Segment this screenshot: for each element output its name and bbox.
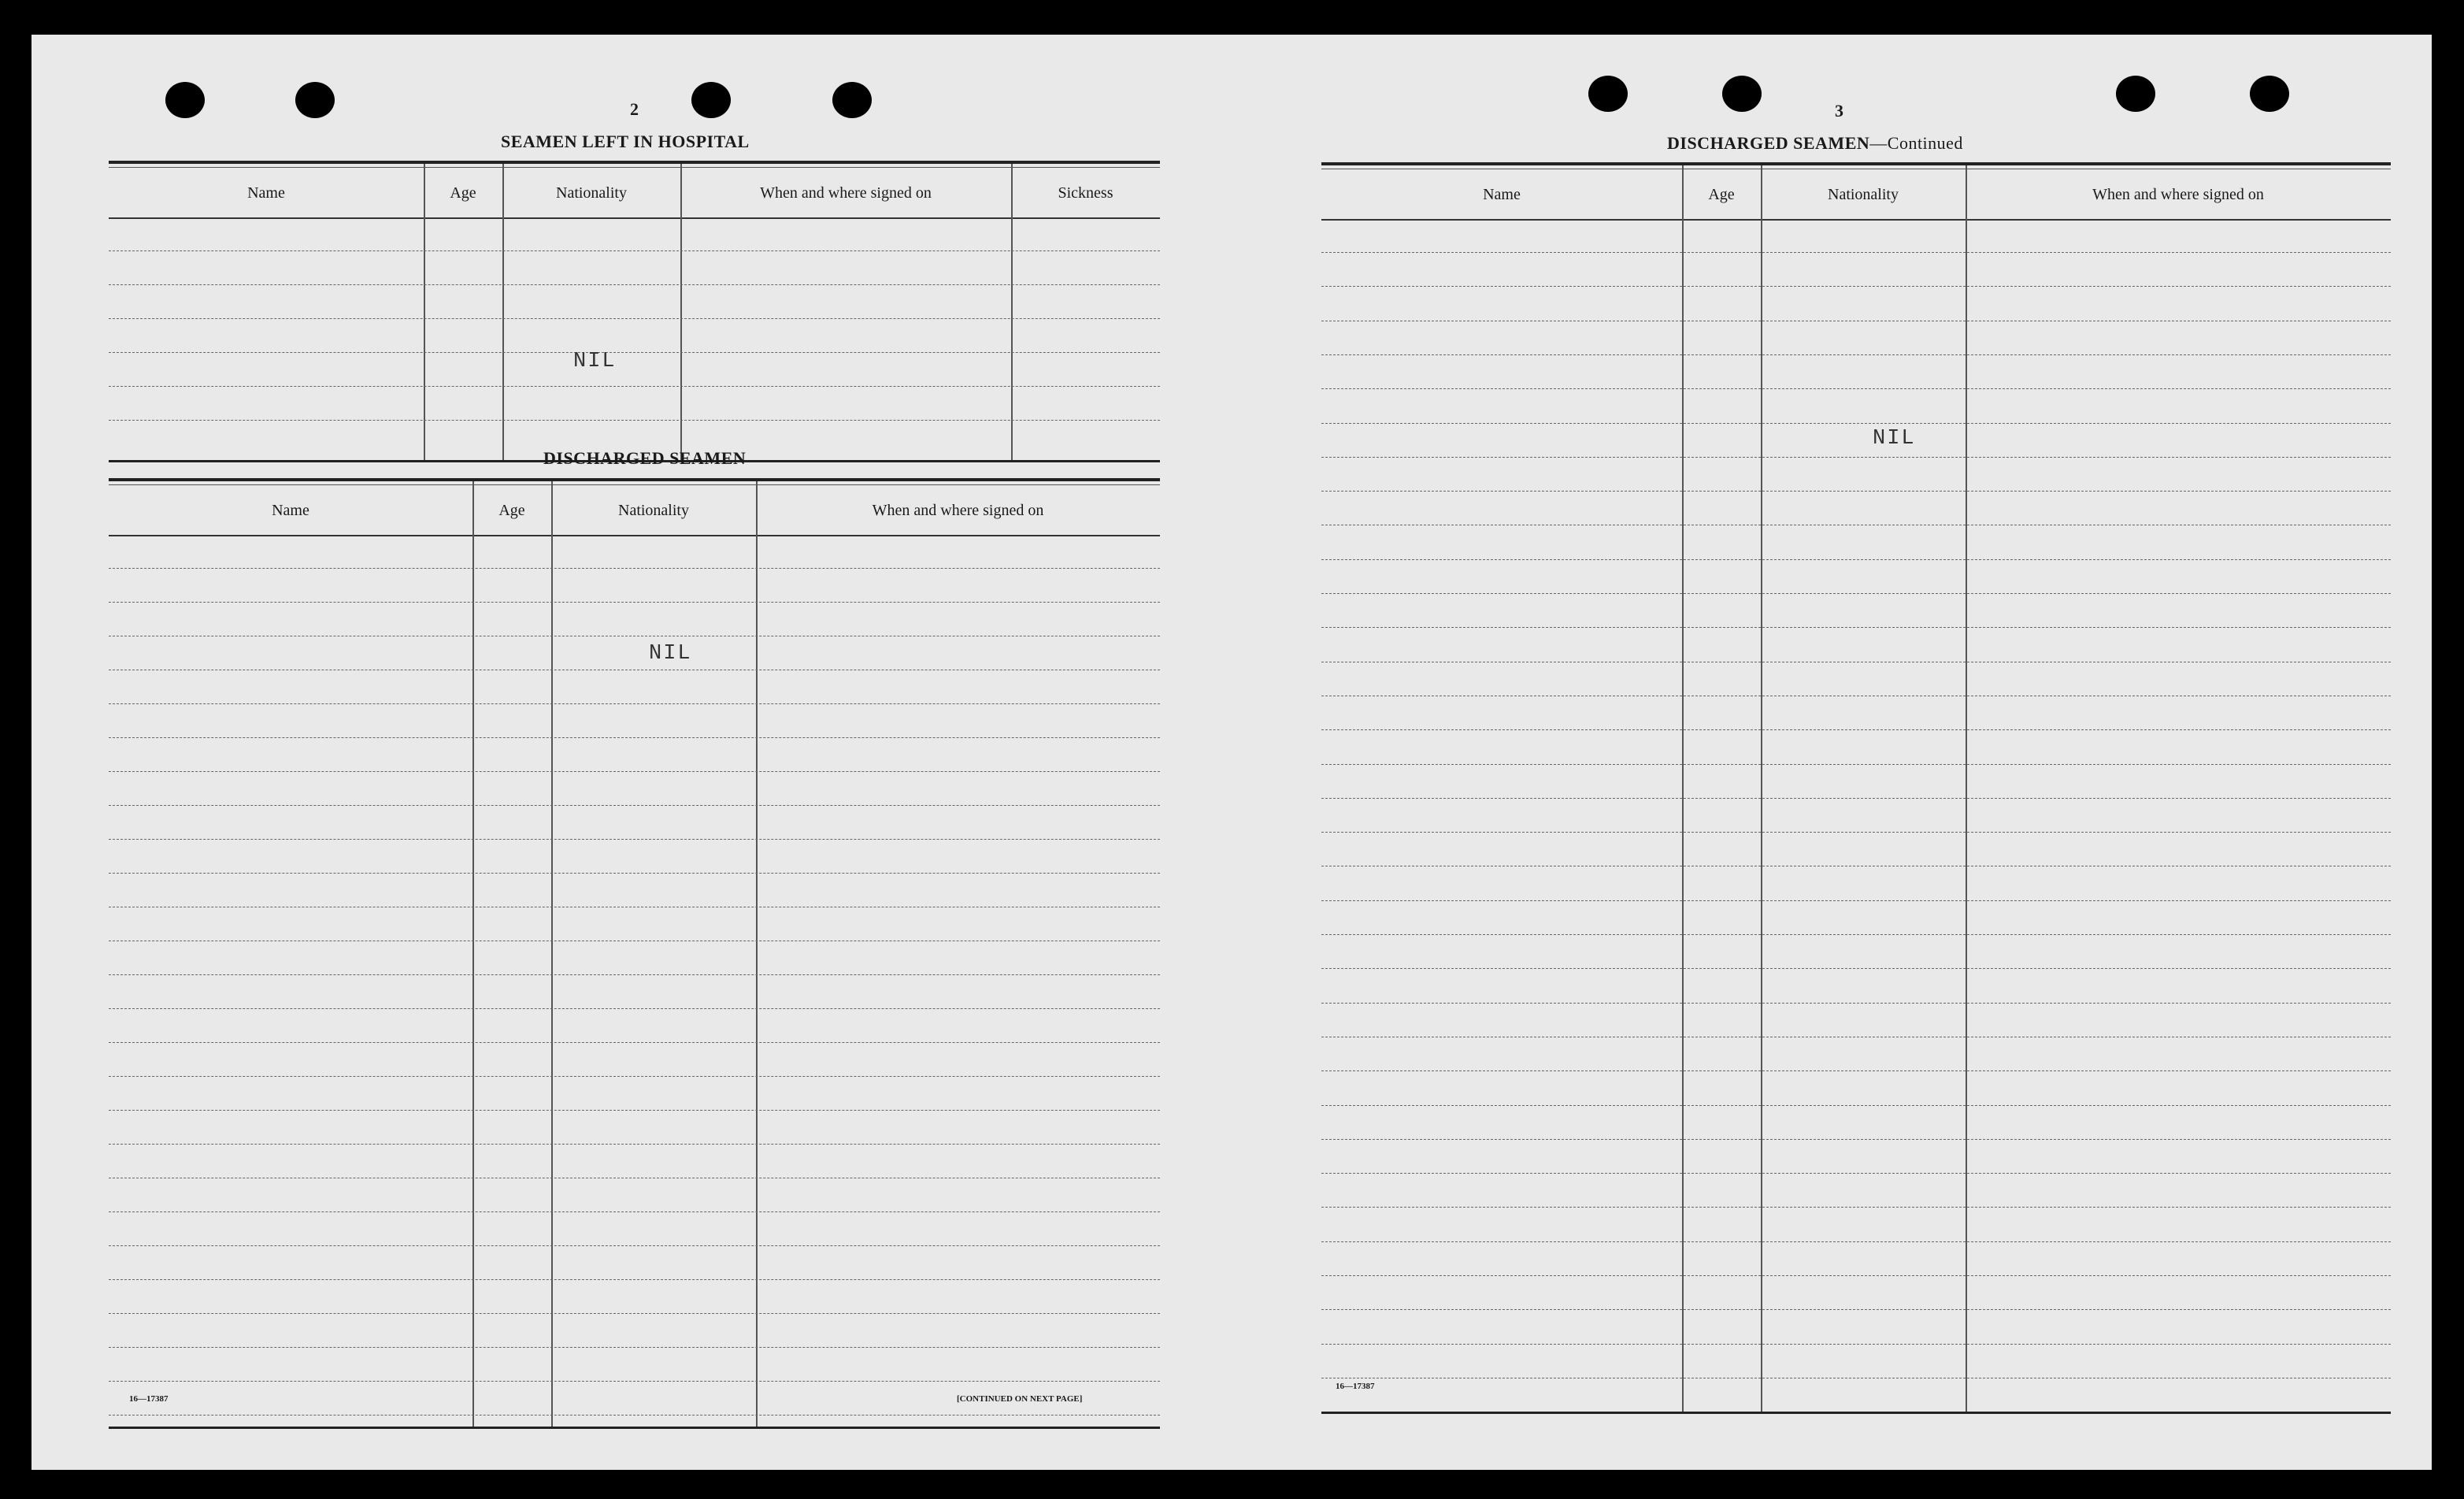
- col-header-age: Age: [498, 501, 525, 519]
- page-number: 2: [630, 99, 639, 119]
- table-row: [109, 602, 1160, 603]
- hospital-table: [109, 161, 1160, 462]
- table-row: [1321, 627, 2391, 628]
- table-row: [109, 703, 1160, 704]
- column-divider: [1761, 165, 1762, 1412]
- punch-hole: [1588, 76, 1628, 112]
- column-divider: [756, 481, 758, 1427]
- col-header-nationality: Nationality: [1828, 185, 1899, 203]
- section-title-hospital: SEAMEN LEFT IN HOSPITAL: [501, 132, 750, 151]
- table-row: [109, 1347, 1160, 1348]
- table-row: [1321, 1070, 2391, 1071]
- punch-hole: [1722, 76, 1762, 112]
- table-row: [1321, 764, 2391, 765]
- col-header-sickness: Sickness: [1058, 184, 1113, 202]
- table-row: [1321, 1105, 2391, 1106]
- col-header-age: Age: [450, 184, 476, 202]
- col-header-name: Name: [247, 184, 285, 202]
- table-row: [109, 1211, 1160, 1212]
- table-row: [109, 737, 1160, 738]
- punch-hole: [295, 82, 335, 118]
- column-divider: [1966, 165, 1967, 1412]
- document-sheet: [31, 35, 2432, 1470]
- table-row: [1321, 354, 2391, 355]
- typed-entry: NIL: [649, 642, 692, 666]
- discharged-continued-table: [1321, 162, 2391, 1414]
- punch-hole: [2250, 76, 2289, 112]
- table-row: [1321, 593, 2391, 594]
- table-row: [109, 1076, 1160, 1077]
- table-row: [1321, 1344, 2391, 1345]
- table-row: [1321, 1309, 2391, 1310]
- table-header: [109, 169, 1160, 219]
- table-row: [1321, 798, 2391, 799]
- table-row: [1321, 1207, 2391, 1208]
- table-row: [1321, 457, 2391, 458]
- punch-hole: [691, 82, 731, 118]
- continued-note: [CONTINUED ON NEXT PAGE]: [957, 1394, 1083, 1404]
- table-row: [1321, 423, 2391, 424]
- form-number: 16—17387: [129, 1394, 169, 1404]
- column-divider: [424, 164, 425, 460]
- table-row: [1321, 934, 2391, 935]
- table-row: [109, 352, 1160, 353]
- table-row: [1321, 968, 2391, 969]
- table-row: [109, 805, 1160, 806]
- table-row: [109, 1110, 1160, 1111]
- column-divider: [680, 164, 682, 460]
- table-row: [1321, 286, 2391, 287]
- table-row: [109, 318, 1160, 319]
- table-header: [109, 486, 1160, 536]
- table-row: [1321, 1173, 2391, 1174]
- form-number: 16—17387: [1336, 1382, 1375, 1391]
- table-header: [1321, 170, 2391, 221]
- table-row: [1321, 559, 2391, 560]
- table-row: [109, 1279, 1160, 1280]
- col-header-signed-on: When and where signed on: [872, 501, 1044, 519]
- col-header-nationality: Nationality: [556, 184, 627, 202]
- punch-hole: [832, 82, 872, 118]
- table-row: [109, 1313, 1160, 1314]
- table-row: [109, 1245, 1160, 1246]
- section-title-suffix: —Continued: [1869, 133, 1963, 153]
- column-divider: [472, 481, 474, 1427]
- table-row: [109, 1415, 1160, 1416]
- punch-hole: [2116, 76, 2155, 112]
- table-row: [1321, 729, 2391, 730]
- col-header-age: Age: [1708, 185, 1735, 203]
- table-row: [109, 771, 1160, 772]
- table-row: [109, 1008, 1160, 1009]
- table-row: [1321, 252, 2391, 253]
- col-header-nationality: Nationality: [618, 501, 689, 519]
- table-row: [1321, 1241, 2391, 1242]
- table-row: [109, 250, 1160, 251]
- col-header-name: Name: [1483, 185, 1521, 203]
- col-header-signed-on: When and where signed on: [760, 184, 932, 202]
- table-row: [1321, 1003, 2391, 1004]
- table-row: [109, 284, 1160, 285]
- table-row: [109, 1042, 1160, 1043]
- table-row: [109, 386, 1160, 387]
- typed-entry: NIL: [573, 350, 617, 373]
- table-row: [109, 420, 1160, 421]
- table-row: [1321, 832, 2391, 833]
- page-number: 3: [1835, 101, 1843, 121]
- table-row: [1321, 491, 2391, 492]
- column-divider: [551, 481, 553, 1427]
- table-row: [109, 974, 1160, 975]
- section-title-discharged: DISCHARGED SEAMEN: [543, 448, 747, 468]
- punch-hole: [165, 82, 205, 118]
- column-divider: [1682, 165, 1684, 1412]
- table-row: [109, 873, 1160, 874]
- table-row: [1321, 900, 2391, 901]
- column-divider: [502, 164, 504, 460]
- table-row: [109, 1381, 1160, 1382]
- table-row: [1321, 1139, 2391, 1140]
- col-header-signed-on: When and where signed on: [2092, 185, 2264, 203]
- table-row: [1321, 1275, 2391, 1276]
- table-row: [1321, 388, 2391, 389]
- section-title-text: DISCHARGED SEAMEN: [1667, 133, 1870, 153]
- section-title-discharged-continued: [1667, 133, 1963, 154]
- table-row: [109, 839, 1160, 840]
- table-row: [109, 1144, 1160, 1145]
- table-row: [109, 568, 1160, 569]
- typed-entry: NIL: [1873, 427, 1916, 451]
- column-divider: [1011, 164, 1013, 460]
- col-header-name: Name: [272, 501, 309, 519]
- discharged-table: [109, 478, 1160, 1429]
